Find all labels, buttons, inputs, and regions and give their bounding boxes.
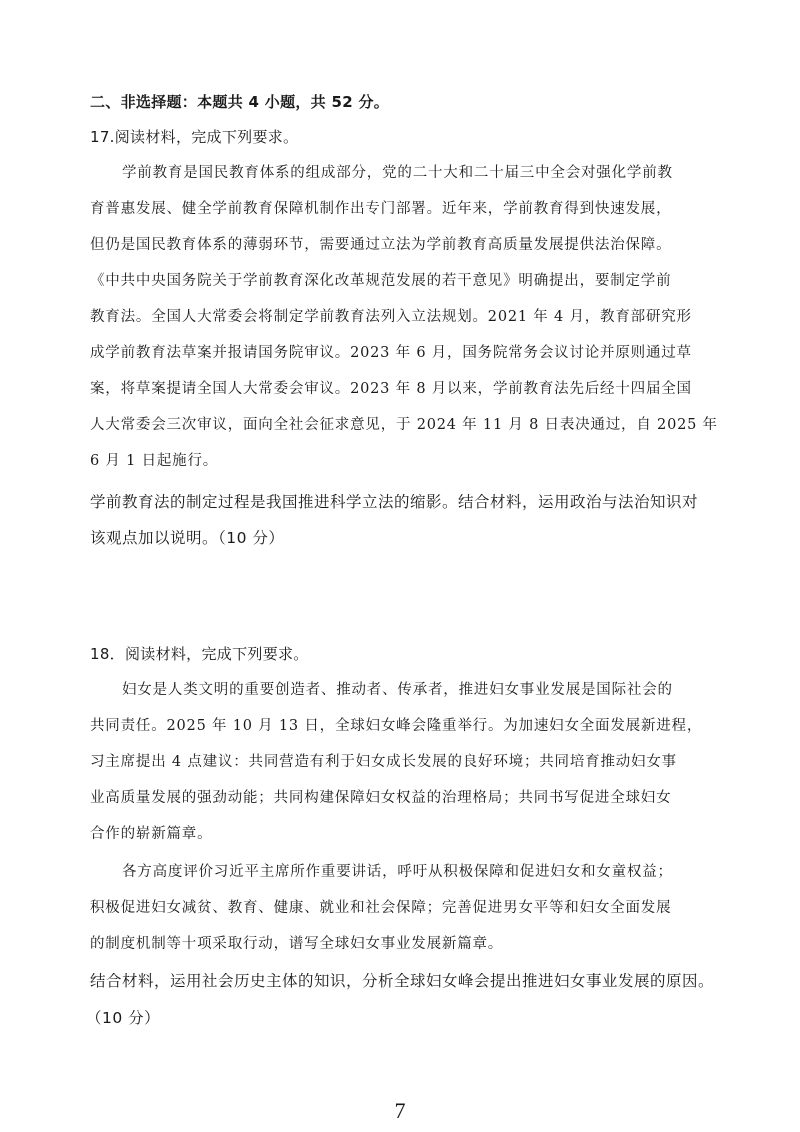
q18-material-line: 业高质量发展的强劲动能；共同构建保障妇女权益的治理格局；共同书写促进全球妇女	[90, 790, 672, 806]
q18-material-line: 积极促进妇女减贫、教育、健康、就业和社会保障；完善促进男女平等和妇女全面发展	[90, 900, 672, 916]
q18-heading: 18．阅读材料，完成下列要求。	[90, 645, 309, 663]
q17-task-line: 学前教育法的制定过程是我国推进科学立法的缩影。结合材料，运用政治与法治知识对	[90, 493, 699, 511]
q17-material-line: 6 月 1 日起施行。	[90, 453, 219, 469]
q17-material-line: 成学前教育法草案并报请国务院审议。2023 年 6 月，国务院常务会议讨论并原则通过草	[90, 345, 692, 361]
q18-material-line: 合作的崭新篇章。	[90, 826, 213, 842]
q18-material-line: 共同责任。2025 年 10 月 13 日，全球妇女峰会隆重举行。为加速妇女全面发展新进程，	[90, 718, 703, 734]
q17-material-line: 但仍是国民教育体系的薄弱环节，需要通过立法为学前教育高质量发展提供法治保障。	[90, 237, 672, 253]
q17-material-line: 育普惠发展、健全学前教育保障机制作出专门部署。近年来，学前教育得到快速发展，	[90, 201, 672, 217]
q17-material-line: 人大常委会三次审议，面向全社会征求意见，于 2024 年 11 月 8 日表决通过，自 2025 年	[90, 417, 718, 433]
q17-material-line: 学前教育是国民教育体系的组成部分，党的二十大和二十届三中全会对强化学前教	[122, 165, 673, 181]
section-title: 二、非选择题：本题共 4 小题，共 52 分。	[90, 93, 390, 111]
q17-heading: 17.阅读材料，完成下列要求。	[90, 128, 299, 146]
q18-material-line: 各方高度评价习近平主席所作重要讲话，呼吁从积极保障和促进妇女和女童权益；	[122, 864, 673, 880]
page-number: 7	[394, 1098, 406, 1123]
q17-material-line: 《中共中央国务院关于学前教育深化改革规范发展的若干意见》明确提出，要制定学前	[90, 273, 672, 289]
q18-material-line: 习主席提出 4 点建议：共同营造有利于妇女成长发展的良好环境；共同培育推动妇女事	[90, 754, 677, 770]
q18-material-line: 妇女是人类文明的重要创造者、推动者、传承者，推进妇女事业发展是国际社会的	[122, 682, 673, 698]
q18-material-line: 的制度机制等十项采取行动，谱写全球妇女事业发展新篇章。	[90, 936, 504, 952]
q18-task-line: （10 分）	[86, 1009, 161, 1027]
q17-material-line: 案，将草案提请全国人大常委会审议。2023 年 8 月以来，学前教育法先后经十四届全国	[90, 381, 692, 397]
q17-task-line: 该观点加以说明。（10 分）	[90, 529, 285, 547]
q18-task-line: 结合材料，运用社会历史主体的知识，分析全球妇女峰会提出推进妇女事业发展的原因。	[90, 972, 715, 990]
q17-material-line: 教育法。全国人大常委会将制定学前教育法列入立法规划。2021 年 4 月，教育部研究形	[90, 309, 692, 325]
